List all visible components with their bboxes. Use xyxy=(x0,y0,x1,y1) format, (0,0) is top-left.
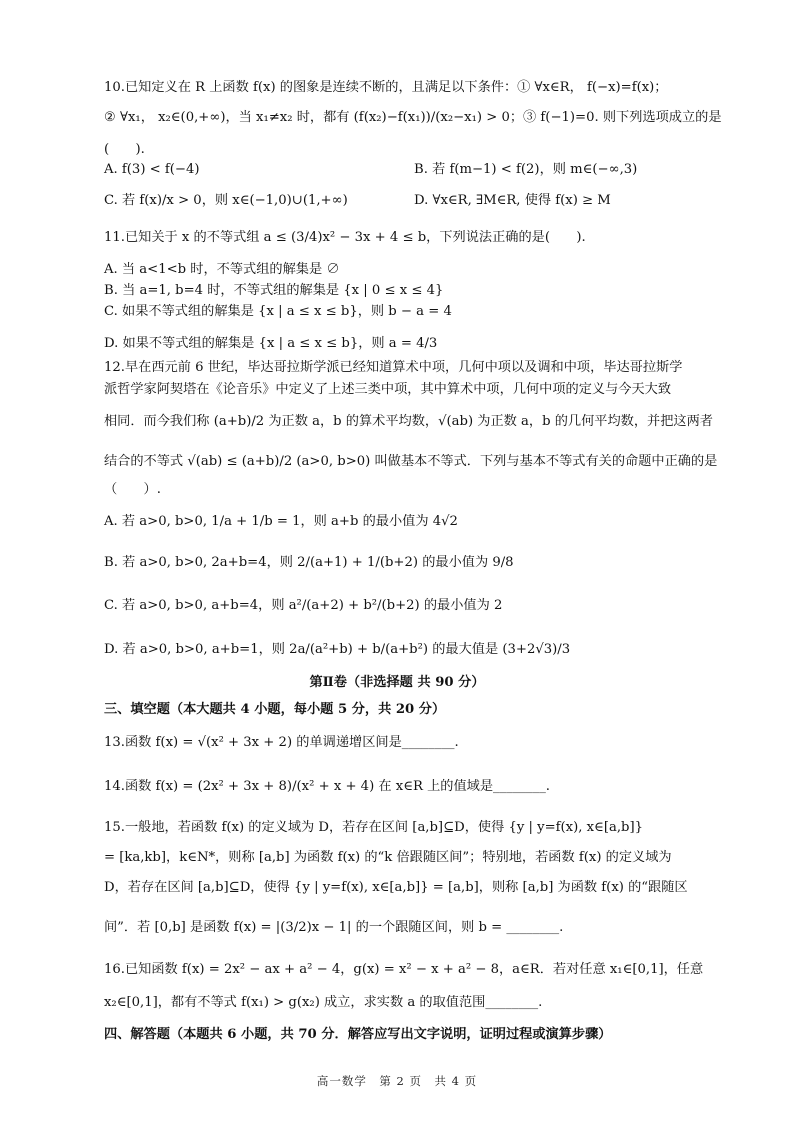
q16-line2: x₂∈[0,1]，都有不等式 f(x₁) > g(x₂) 成立，求实数 a 的取值范围________. xyxy=(104,995,543,1010)
q15-line4: 间”．若 [0,b] 是函数 f(x) = |(3/2)x − 1| 的一个跟随区间，则 b = ________. xyxy=(104,920,564,935)
q11-option-b: B. 当 a=1, b=4 时，不等式组的解集是 {x | 0 ≤ x ≤ 4} xyxy=(104,283,444,298)
q15-line1: 15.一般地，若函数 f(x) 的定义域为 D，若存在区间 [a,b]⊆D，使得 {y | y=f(x), x∈[a,b]} xyxy=(104,820,643,835)
section4-heading: 四、解答题（本题共 6 小题，共 70 分．解答应写出文字说明，证明过程或演算步骤） xyxy=(104,1027,612,1042)
q12-option-b: B. 若 a>0, b>0, 2a+b=4，则 2/(a+1) + 1/(b+2) 的最小值为 9/8 xyxy=(104,555,514,570)
q10-stem-line2: ② ∀x₁， x₂∈(0,+∞)，当 x₁≠x₂ 时，都有 (f(x₂)−f(x₁))/(x₂−x₁) > 0；③ f(−1)=0. 则下列选项成立的是 xyxy=(104,110,722,125)
q15-line3: D，若存在区间 [a,b]⊆D，使得 {y | y=f(x), x∈[a,b]} = [a,b]，则称 [a,b] 为函数 f(x) 的“跟随区 xyxy=(104,880,688,895)
q10-stem-line1: 10.已知定义在 R 上函数 f(x) 的图象是连续不断的，且满足以下条件：① ∀x∈R， f(−x)=f(x)； xyxy=(104,80,668,95)
q14: 14.函数 f(x) = (2x² + 3x + 8)/(x² + x + 4) 在 x∈R 上的值域是________. xyxy=(104,779,550,794)
q12-stem-line4: 结合的不等式 √(ab) ≤ (a+b)/2 (a>0, b>0) 叫做基本不等式．下列与基本不等式有关的命题中正确的是 xyxy=(104,454,718,469)
q15-line2: = [ka,kb]，k∈N*，则称 [a,b] 为函数 f(x) 的“k 倍跟随区间”；特别地，若函数 f(x) 的定义域为 xyxy=(104,850,672,865)
q11-option-c: C. 如果不等式组的解集是 {x | a ≤ x ≤ b}，则 b − a = 4 xyxy=(104,304,452,319)
q12-option-a: A. 若 a>0, b>0, 1/a + 1/b = 1，则 a+b 的最小值为 4√2 xyxy=(104,514,458,529)
q10-stem-line3: ( ). xyxy=(104,142,145,157)
q12-option-d: D. 若 a>0, b>0, a+b=1，则 2a/(a²+b) + b/(a+b²) 的最大值是 (3+2√3)/3 xyxy=(104,642,571,657)
q16-line1: 16.已知函数 f(x) = 2x² − ax + a² − 4，g(x) = x² − x + a² − 8，a∈R．若对任意 x₁∈[0,1]，任意 xyxy=(104,962,704,977)
q13: 13.函数 f(x) = √(x² + 3x + 2) 的单调递增区间是________. xyxy=(104,735,459,750)
q11-option-a: A. 当 a<1<b 时，不等式组的解集是 ∅ xyxy=(104,262,340,277)
q10-option-b: B. 若 f(m−1) < f(2)，则 m∈(−∞,3) xyxy=(414,162,638,177)
q10-option-c: C. 若 f(x)/x > 0，则 x∈(−1,0)∪(1,+∞) xyxy=(104,193,348,208)
q12-stem-line1: 12.早在西元前 6 世纪，毕达哥拉斯学派已经知道算术中项，几何中项以及调和中项，毕达哥拉斯学 xyxy=(104,360,683,375)
page-footer: 高一数学 第 2 页 共 4 页 xyxy=(316,1074,478,1088)
section3-heading: 三、填空题（本大题共 4 小题，每小题 5 分，共 20 分） xyxy=(104,702,446,717)
part2-title: 第Ⅱ卷（非选择题 共 90 分） xyxy=(309,675,485,690)
q10-option-d: D. ∀x∈R, ∃M∈R, 使得 f(x) ≥ M xyxy=(414,193,611,208)
q12-stem-line3: 相同．而今我们称 (a+b)/2 为正数 a，b 的算术平均数，√(ab) 为正数 a，b 的几何平均数，并把这两者 xyxy=(104,414,713,429)
q12-option-c: C. 若 a>0, b>0, a+b=4，则 a²/(a+2) + b²/(b+2) 的最小值为 2 xyxy=(104,598,503,613)
q11-option-d: D. 如果不等式组的解集是 {x | a ≤ x ≤ b}，则 a = 4/3 xyxy=(104,336,438,351)
q12-stem-line2: 派哲学家阿契塔在《论音乐》中定义了上述三类中项，其中算术中项，几何中项的定义与今天大致 xyxy=(104,382,672,397)
q11-stem: 11.已知关于 x 的不等式组 a ≤ (3/4)x² − 3x + 4 ≤ b，下列说法正确的是( ). xyxy=(104,230,586,245)
q10-option-a: A. f(3) < f(−4) xyxy=(104,162,200,177)
q12-stem-line5: （ ）. xyxy=(104,482,161,497)
